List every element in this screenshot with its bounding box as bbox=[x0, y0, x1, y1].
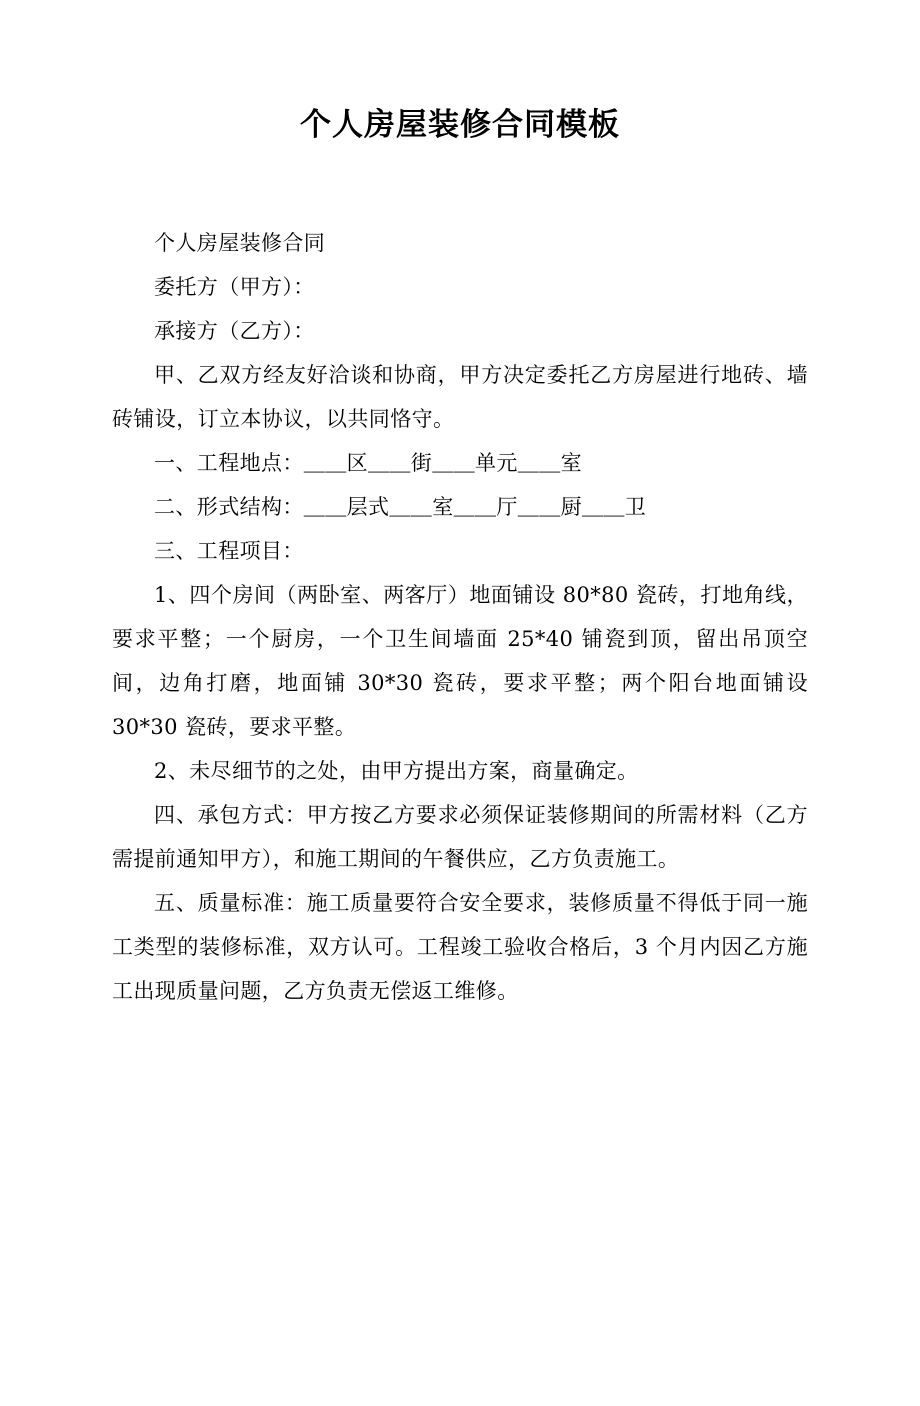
paragraph: 2、未尽细节的之处，由甲方提出方案，商量确定。 bbox=[154, 759, 639, 784]
document-body bbox=[112, 221, 808, 1013]
paragraph: 甲、乙双方经友好洽谈和协商，甲方决定委托乙方房屋进行地砖、墙砖铺设，订立本协议，以共同恪守。 bbox=[112, 363, 808, 432]
paragraph: 1、四个房间（两卧室、两客厅）地面铺设 80*80 瓷砖，打地角线，要求平整；一个厨房，一个卫生间墙面 25*40 铺瓷到顶，留出吊顶空间，边角打磨，地面铺 30*30 瓷砖，要求平整；两个阳台地面铺设 30*30 瓷砖，要求平整。 bbox=[112, 583, 808, 740]
paragraph: 个人房屋装修合同 bbox=[154, 231, 326, 256]
paragraph: 委托方（甲方）： bbox=[154, 275, 315, 300]
paragraph: 四、承包方式：甲方按乙方要求必须保证装修期间的所需材料（乙方需提前通知甲方），和施工期间的午餐供应，乙方负责施工。 bbox=[112, 803, 808, 872]
paragraph: 三、工程项目： bbox=[154, 539, 304, 564]
page-title: 个人房屋装修合同模板 bbox=[300, 107, 620, 143]
paragraph: 承接方（乙方）： bbox=[154, 319, 315, 344]
paragraph: 一、工程地点：＿＿区＿＿街＿＿单元＿＿室 bbox=[154, 451, 582, 476]
document-page bbox=[0, 104, 920, 1406]
paragraph: 五、质量标准：施工质量要符合安全要求，装修质量不得低于同一施工类型的装修标准，双方认可。工程竣工验收合格后，3 个月内因乙方施工出现质量问题，乙方负责无偿返工维修。 bbox=[112, 891, 808, 1004]
paragraph: 二、形式结构：＿＿层式＿＿室＿＿厅＿＿厨＿＿卫 bbox=[154, 495, 647, 520]
